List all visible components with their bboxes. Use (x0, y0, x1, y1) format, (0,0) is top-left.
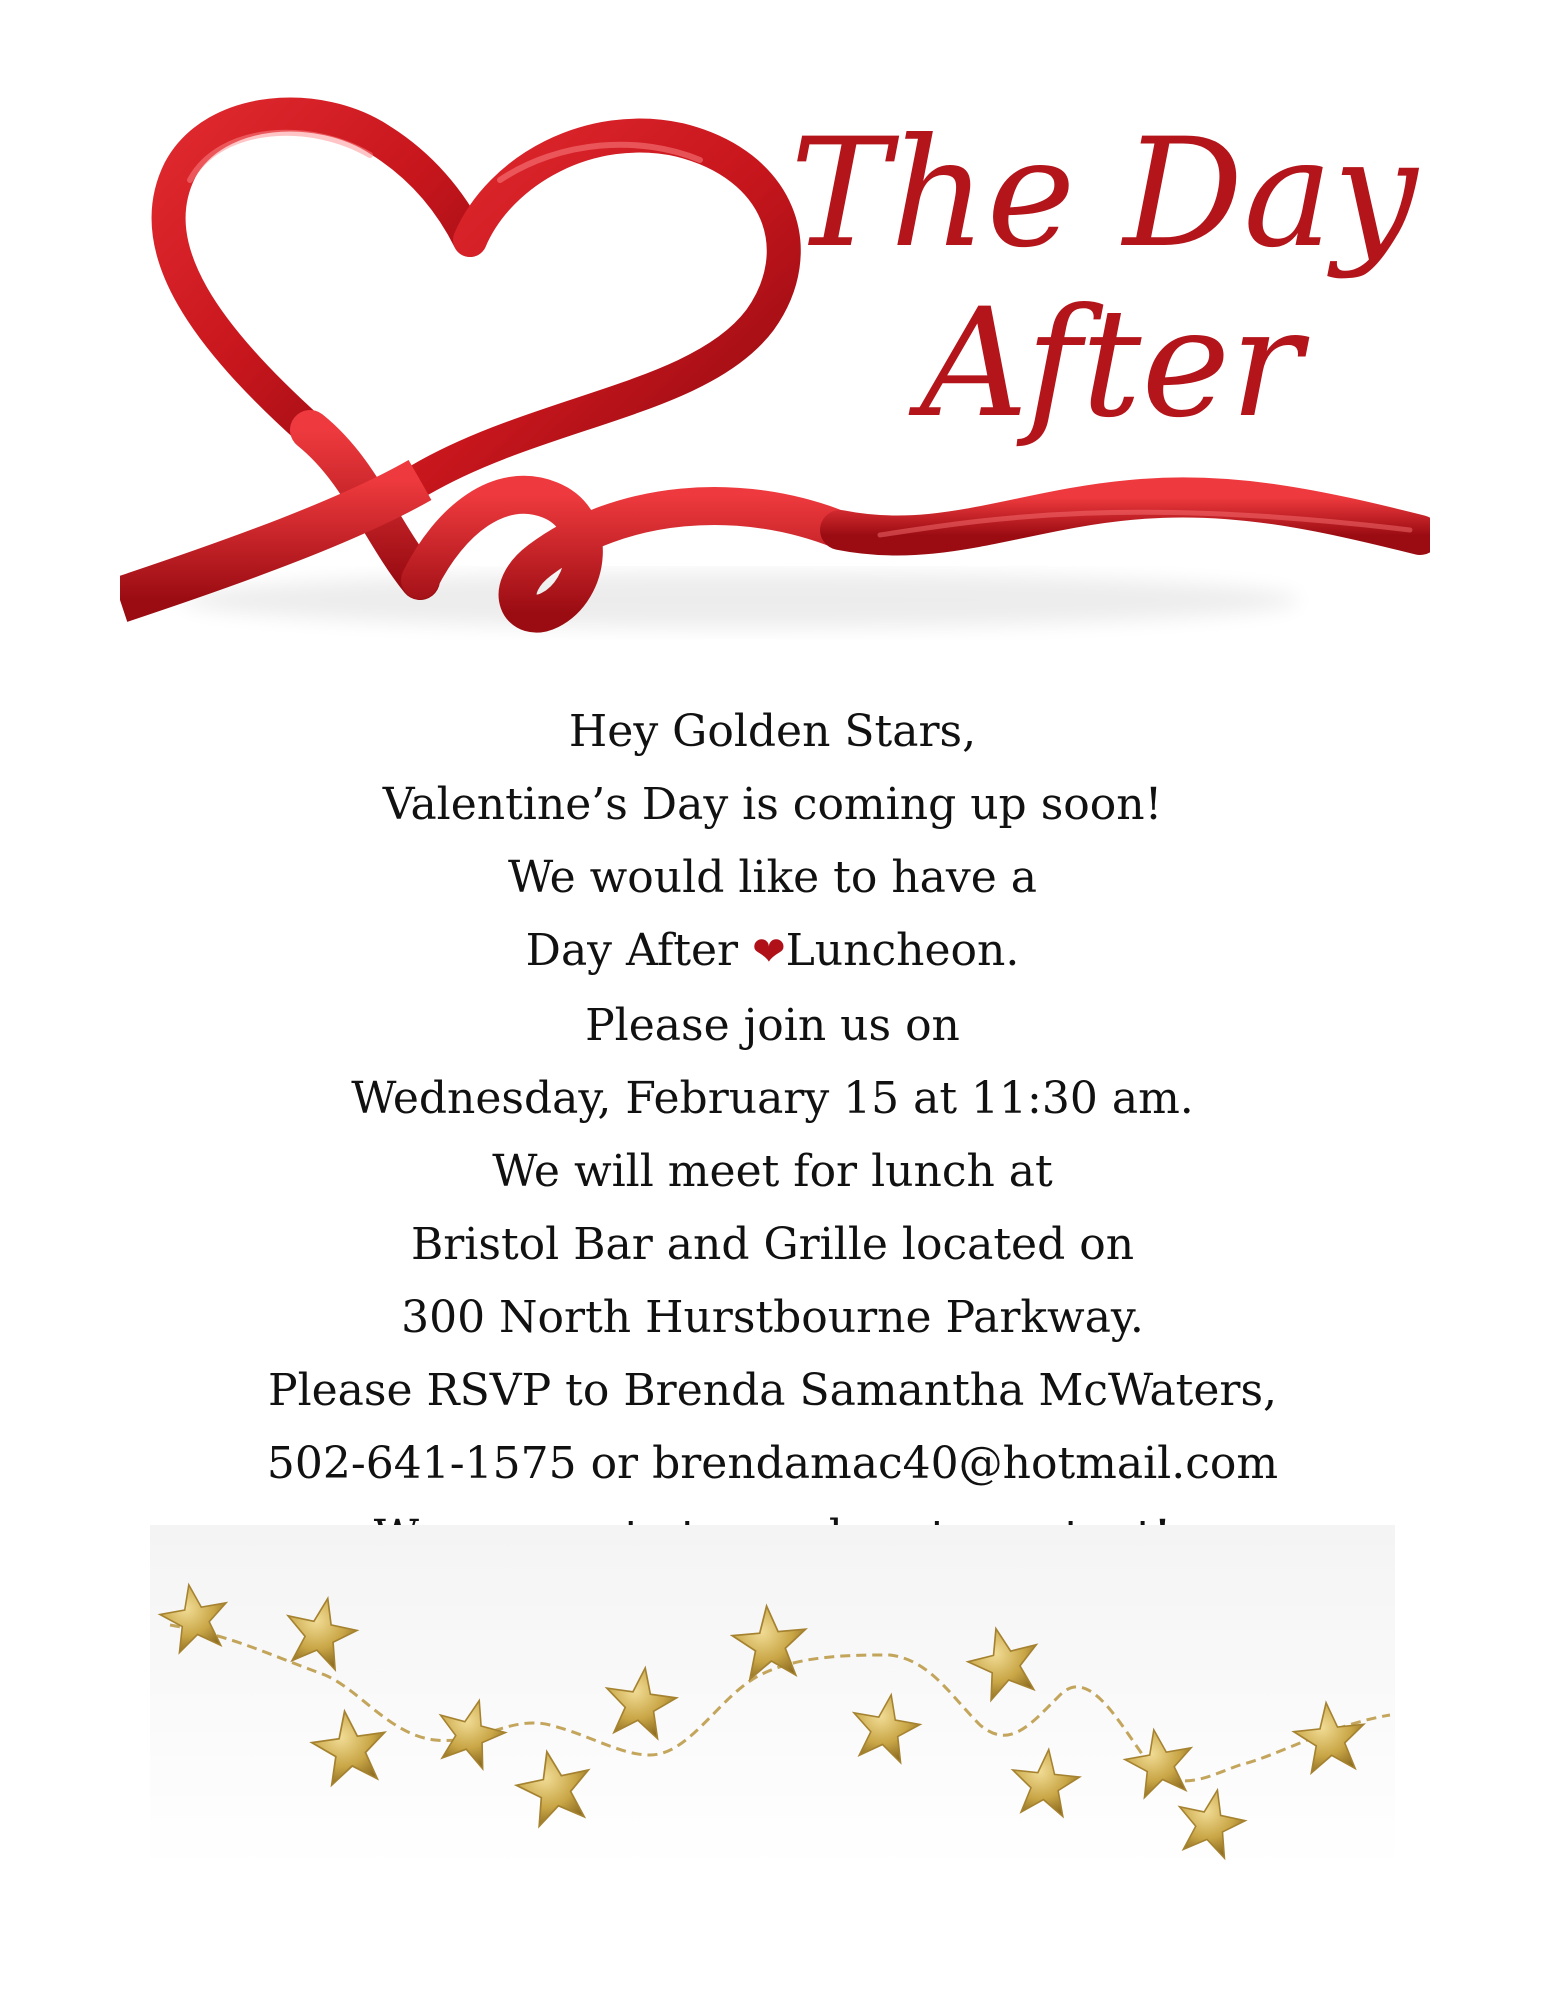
message-line-4-end: Luncheon. (785, 925, 1020, 976)
gold-star-garland-illustration (150, 1525, 1395, 1870)
title-line-2: After (920, 277, 1302, 451)
message-line-3: We would like to have a (507, 852, 1038, 903)
message-line-4-start: Day After (525, 925, 753, 976)
rsvp-line: Please RSVP to Brenda Samantha McWaters, (267, 1365, 1278, 1416)
greeting-line: Hey Golden Stars, (568, 706, 977, 757)
message-line-5: Please join us on (585, 1000, 960, 1051)
venue-line: Bristol Bar and Grille located on (410, 1219, 1135, 1270)
invitation-message (0, 695, 1545, 1573)
title-script (760, 95, 1460, 465)
event-date-line: Wednesday, February 15 at 11:30 am. (351, 1073, 1194, 1124)
message-line-7: We will meet for lunch at (492, 1146, 1053, 1197)
message-line-2: Valentine’s Day is coming up soon! (382, 779, 1163, 830)
contact-line: 502-641-1575 or brendamac40@hotmail.com (266, 1438, 1279, 1489)
address-line: 300 North Hurstbourne Parkway. (401, 1292, 1144, 1343)
heart-icon: ❤ (752, 929, 786, 975)
title-line-1: The Day (790, 107, 1418, 281)
message-line-4 (0, 914, 1545, 989)
